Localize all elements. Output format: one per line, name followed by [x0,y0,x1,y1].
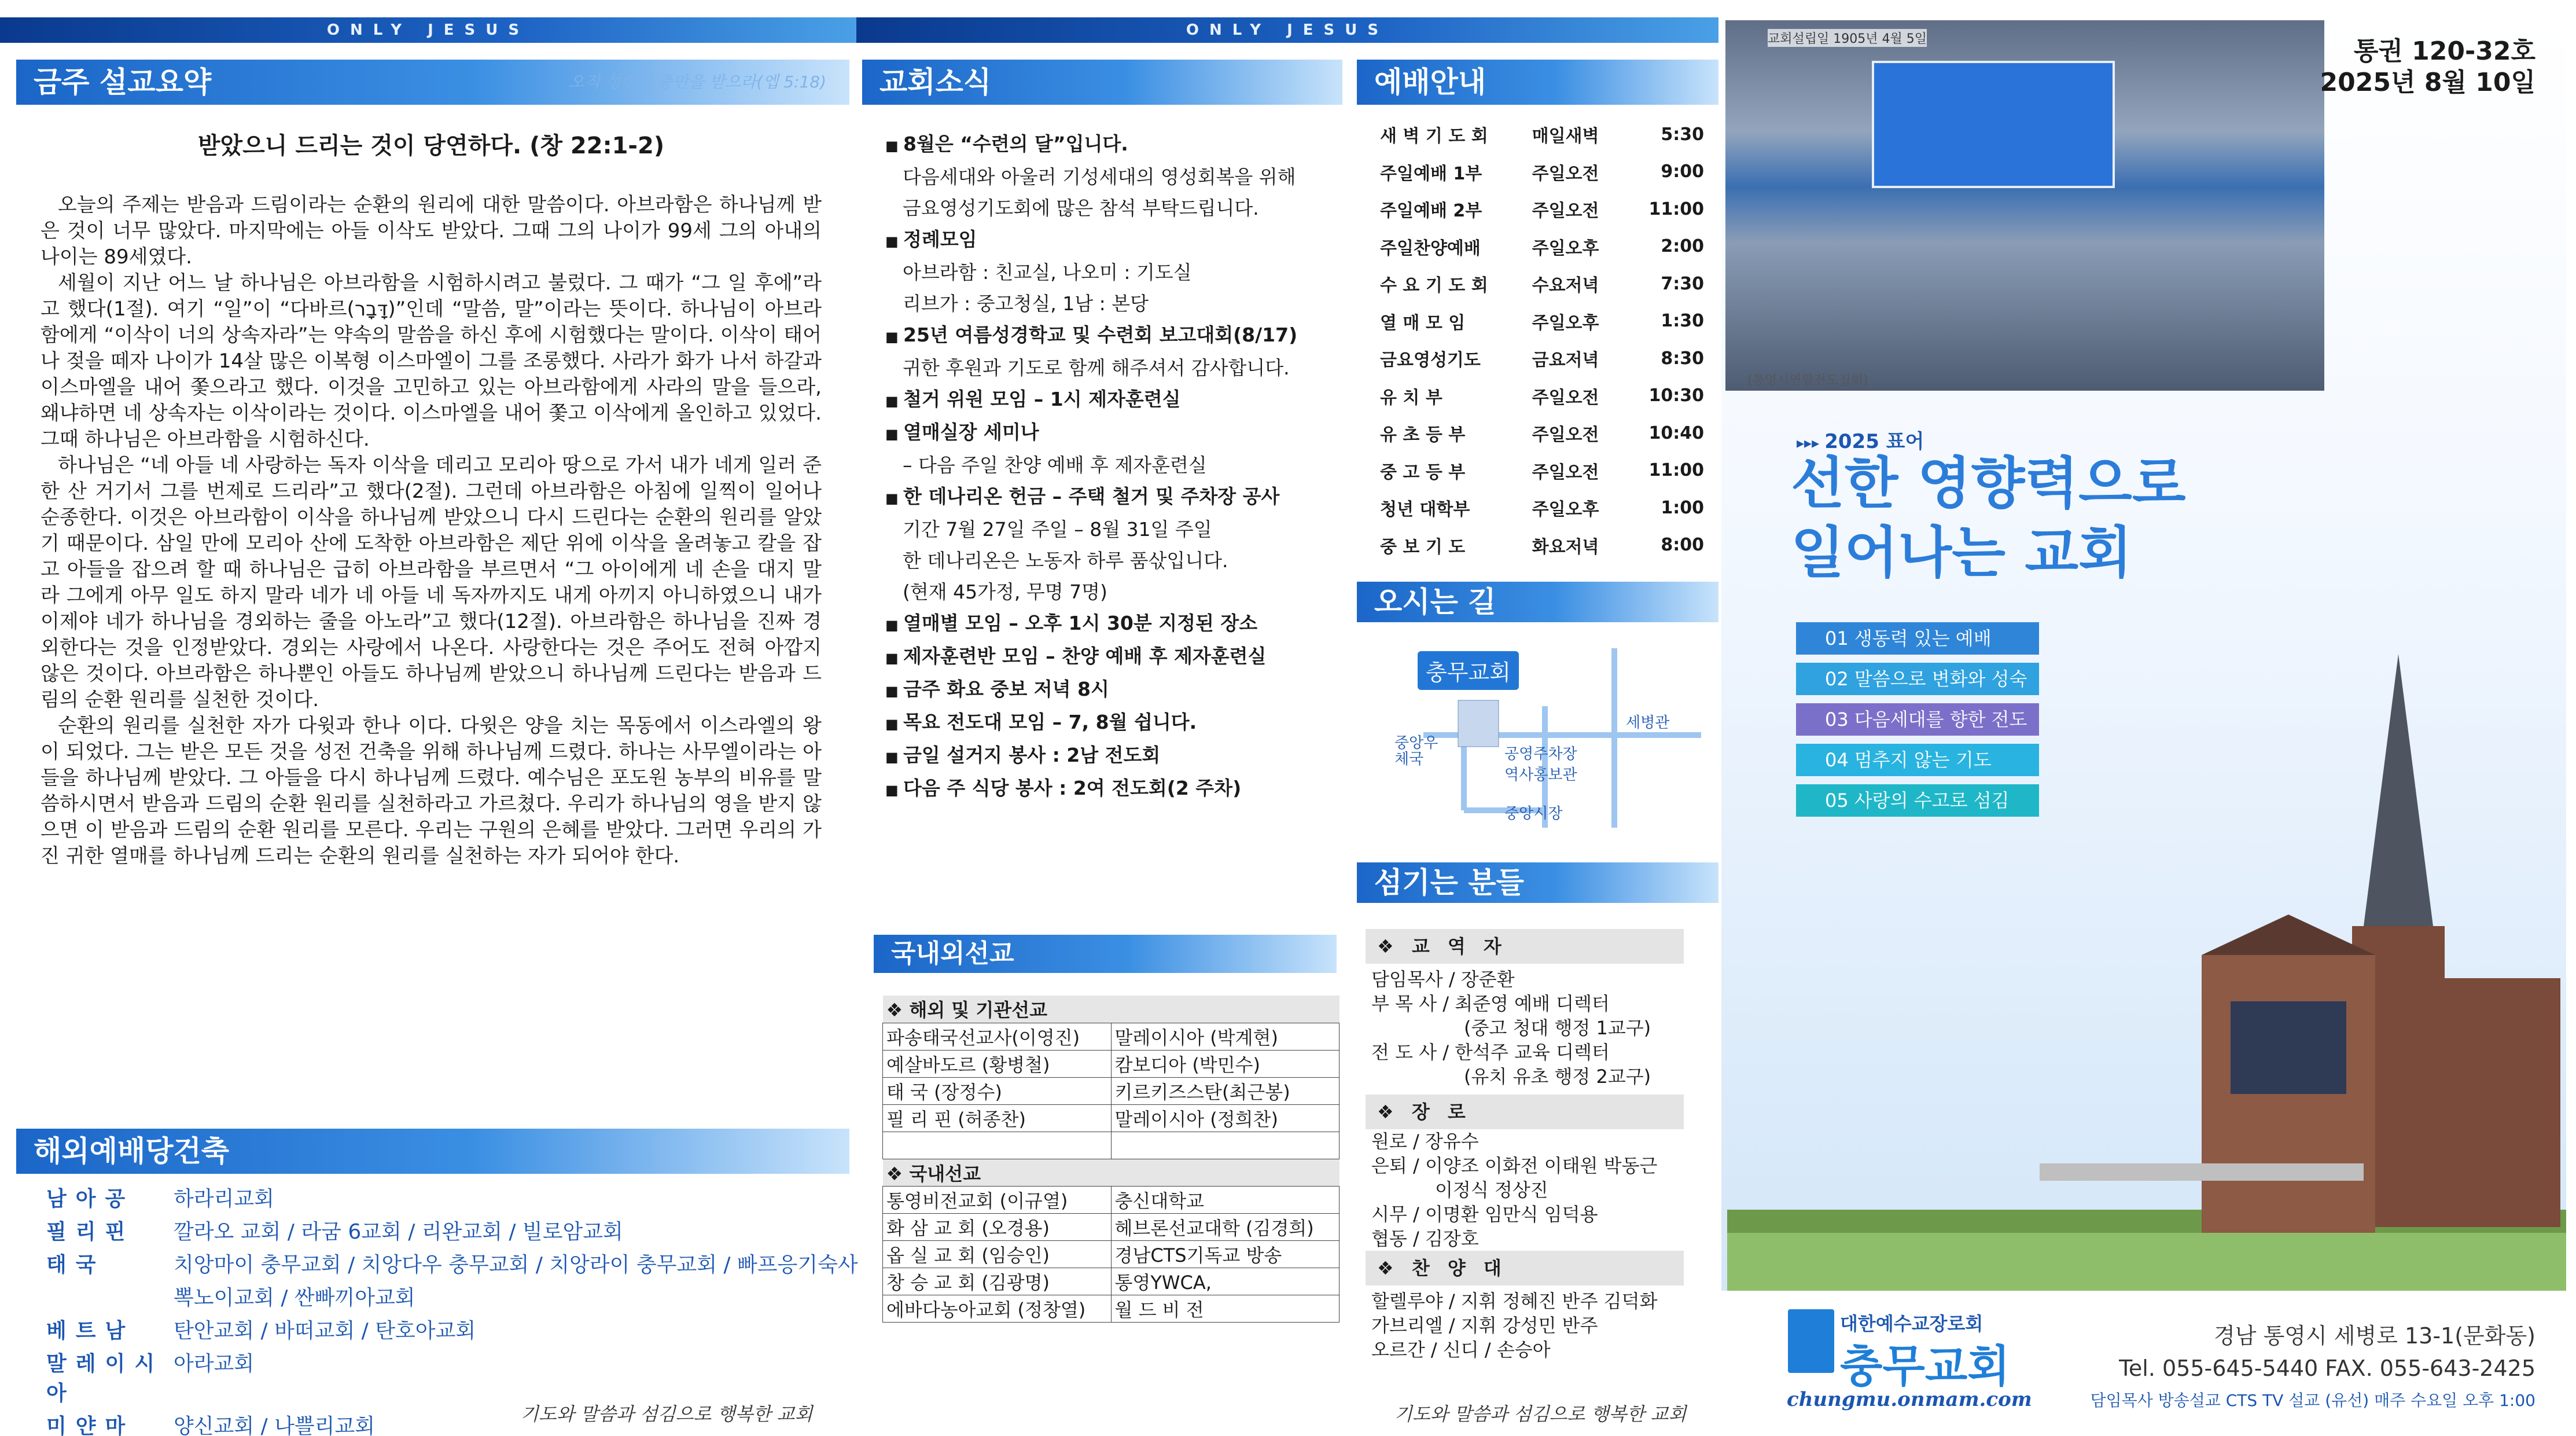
church-name: 충무교회 [1840,1340,2010,1392]
worship-cell: 주일오후 [1532,238,1599,259]
worship-cell: 청년 대학부 [1380,500,1470,520]
church-building-illustration [1727,654,2566,1291]
news-item: 귀한 후원과 기도로 함께 해주셔서 감사합니다. [903,357,1290,379]
issue-date: 2025년 8월 10일 [2320,68,2535,97]
worship-cell: 9:00 [1661,161,1704,182]
servants-list: ❖ 교 역 자 담임목사 / 장준환 부 목 사 / 최준영 예배 디렉터 (중고 청대 행정 1교구) 전 도 사 / 한석주 교육 디렉터 (유치 유초 행정 2교구) ❖ 장 로 원로 / 장유수 은퇴 / 이양조 이화전 이태원 박동근 이정식 정상진 시무 / 이명환 임만식 임덕용 협동 / 김장호 ❖ 찬 양 대 할렐루야 / 지휘 정혜진 반주 김덕화 가브리엘 / 지휘 강성민 반주 오르간 / 신디 / 손승아 [1366,929,1684,1362]
worship-cell: 주일오전 [1532,462,1599,483]
missions-section: ❖ 국내선교 [883,1159,1339,1186]
missions-row: 옵 실 교 회 (임승인) 경남CTS기독교 방송 [883,1240,1339,1268]
missions-row: 화 삼 교 회 (오경용) 헤브론선교대학 (김경희) [883,1213,1339,1240]
worship-cell: 2:00 [1661,236,1704,257]
news-item: (현재 45가정, 무명 7명) [903,581,1107,603]
sermon-paragraph: 하나님은 “네 아들 네 사랑하는 독자 이삭을 데리고 모리아 땅으로 가서 내가 네게 일러 준 한 산 거기서 그를 번제로 드리라”고 했다(2절). 그런데 아브라함은 아침에 일찍이 일어나 순종한다. 이것은 아브라함이 이삭을 하나님께 받았으니 다시 드린다는 순환의 원리를 알았기 때문이다. 삼일 만에 모리아 산에 도착한 아브라함은 제단 위에 이삭을 올려놓고 칼을 잡고 아들을 잡으려 할 때 하나님은 급히 아브라함을 부르면서 “그 아이에게 네 손을 대지 말라 그에게 아무 일도 하지 말라 네가 네 아들 네 독자까지도 내게 아끼지 아니하였으니 내가 이제야 네가 하나님을 경외하는 줄을 아노라”고 했다(12절). 아브라함은 하나님을 진짜 경외한다는 것을 인정받았다. 경외는 사랑에서 나온다. 사랑한다는 것은 주어도 전혀 아깝지 않은 것이다. 아브라함은 하나뿐인 아들도 하나님께 받았으니 하나님께 드린다는 받음과 드림의 순환 원리를 실천한 것이다. [41,454,822,711]
news-item: ■ 열매실장 세미나 [885,417,1348,450]
servants-section: ❖ 찬 양 대 [1366,1251,1684,1286]
worship-cell: 11:00 [1648,199,1704,219]
footer-motto: 기도와 말씀과 섬김으로 행복한 교회 [521,1403,813,1425]
news-item: ■ 8월은 “수련의 달”입니다. [885,128,1348,161]
missions-header: 국내외선교 [874,935,1337,973]
missions-table [882,996,1339,1323]
news-item: ■ 다음 주 식당 봉사 : 2여 전도회(2 주차) [885,773,1348,806]
address: 경남 통영시 세병로 13-1(문화동) [2214,1323,2535,1349]
worship-cell: 8:00 [1661,535,1704,556]
top-band-right: ONLY JESUS [856,17,1718,43]
worship-cell: 수 요 기 도 회 [1380,276,1488,296]
news-item: ■ 제자훈련반 모임 – 찬양 예배 후 제자훈련실 [885,641,1348,674]
established-date: 교회설립일 1905년 4월 5일 [1768,29,1927,47]
map-label: 중앙시장 [1504,805,1563,822]
sermon-body [41,127,822,869]
news-item: ■ 목요 전도대 모임 – 7, 8월 쉽니다. [885,707,1348,740]
worship-cell: 11:00 [1648,460,1704,481]
servants-header: 섬기는 분들 [1357,862,1718,903]
worship-header: 예배안내 [1357,60,1718,105]
map-label: 중앙우체국 [1394,734,1438,768]
worship-row [1380,153,1704,191]
map-label: 역사홍보관 [1504,766,1577,784]
news-header: 교회소식 [862,60,1342,105]
issue-block [2320,36,2535,98]
news-item: 리브가 : 중고청실, 1남 : 본당 [903,292,1149,315]
goal-pill: 05 사랑의 수고로 섬김 [1796,784,2039,817]
sermon-paragraph: 세월이 지난 어느 날 하나님은 아브라함을 시험하시려고 불렀다. 그 때가 “그 일 후에”라고 했다(1절). 여기 “일”이 “다바르(דָּבָר)”인데 “말씀, 말”이라는 뜻이다. 하나님이 아브라함에게 “이삭이 너의 상속자라”는 약속의 말씀을 하신 후에 시험했다는 말이다. 이삭이 태어나 젖을 떼자 나이가 14살 많은 이복형 이스마엘이 그를 조롱했다. 사라가 화가 나서 하갈과 이스마엘을 내어 쫓으라고 했다. 이것을 고민하고 있는 아브라함에게 사라의 말을 들으라, 왜냐하면 네 상속자는 이삭이라는 것이다. 이스마엘을 내어 쫓고 이삭에게 올인하고 있었다. 그때 하나님은 아브라함을 시험하신다. [41,271,822,451]
worship-cell: 중 보 기 도 [1380,537,1466,557]
missions-row: 창 승 교 회 (김광명) 통영YWCA, [883,1268,1339,1295]
worship-cell: 8:30 [1661,348,1704,369]
missions-row: 파송태국선교사(이영진) 말레이시아 (박계현) [883,1023,1339,1050]
worship-cell: 주일오후 [1532,313,1599,333]
sermon-title: 받았으니 드리는 것이 당연하다. (창 22:1-2) [197,133,665,159]
worship-row [1380,228,1704,266]
missions-section: ❖ 해외 및 기관선교 [883,996,1339,1023]
missions-row: 필 리 핀 (허종찬) 말레이시아 (정희찬) [883,1104,1339,1132]
worship-row [1380,116,1704,153]
servants-section: ❖ 교 역 자 [1366,929,1684,964]
news-item: 아브라함 : 친교실, 나오미 : 기도실 [903,261,1192,284]
worship-row [1380,190,1704,228]
goal-pill: 01 생동력 있는 예배 [1796,622,2039,655]
worship-cell: 주일오후 [1532,500,1599,520]
worship-cell: 10:30 [1648,385,1704,406]
worship-cell: 매일새벽 [1532,126,1599,147]
servants-section: ❖ 장 로 [1366,1095,1684,1129]
goal-pill: 03 다음세대를 향한 전도 [1796,703,2039,736]
worship-cell: 열 매 모 임 [1380,313,1466,333]
worship-row [1380,303,1704,340]
worship-row [1380,527,1704,564]
worship-cell: 금요영성기도 [1380,350,1481,371]
map-header: 오시는 길 [1357,582,1718,622]
map-label: 공영주차장 [1504,745,1577,763]
top-band-left: ONLY JESUS [0,17,856,43]
sermon-paragraph: 오늘의 주제는 받음과 드림이라는 순환의 원리에 대한 말씀이다. 아브라함은 하나님께 받은 것이 너무 많았다. 마지막에는 아들 이삭도 받았다. 그때 그의 나이가 99세 그의 아내의 나이는 89세였다. [41,193,822,269]
worship-cell: 화요저녁 [1532,537,1599,557]
church-logo-icon [1788,1309,1834,1373]
map-label: 세병관 [1626,714,1670,732]
goal-pill: 02 말씀으로 변화와 성숙 [1796,663,2039,695]
sermon-paragraph: 순환의 원리를 실천한 자가 다윗과 한나 이다. 다윗은 양을 치는 목동에서 이스라엘의 왕이 되었다. 그는 받은 모든 것을 성전 건축을 위해 하나님께 드렸다. 하나는 사무엘이라는 아들을 하나님께 받았다. 그 아들을 다시 하나님께 드렸다. 예수님은 포도원 농부의 비유를 말씀하시면서 받음과 드림의 순환 원리를 실천하라고 가르쳤다. 우리가 하나님의 영을 받지 않으면 이 받음과 드림의 순환 원리를 모른다. 우리는 구원의 은혜를 받았다. 그러면 우리의 가진 귀한 열매를 하나님께 드리는 순환의 원리를 실천하는 자가 되어야 한다. [41,714,822,868]
news-item: 금요영성기도회에 많은 참석 부탁드립니다. [903,197,1259,219]
news-item: ■ 금일 설거지 봉사 : 2남 전도회 [885,740,1348,773]
news-item: ■ 25년 여름성경학교 및 수련회 보고대회(8/17) [885,319,1348,352]
worship-row [1380,452,1704,490]
worship-cell: 5:30 [1661,124,1704,145]
news-item: 다음세대와 아울러 기성세대의 영성회복을 위해 [903,166,1296,188]
footer-motto: 기도와 말씀과 섬김으로 행복한 교회 [1394,1403,1687,1425]
missions-row: 태 국 (장정수) 키르키즈스탄(최근봉) [883,1077,1339,1104]
broadcast-info: 담임목사 방송설교 CTS TV 설교 (유선) 매주 수요일 오후 1:00 [2090,1391,2535,1410]
worship-cell: 주일예배 2부 [1380,201,1482,222]
news-item: 기간 7월 27일 주일 – 8월 31일 주일 [903,518,1212,541]
news-item: ■ 철거 위원 모임 – 1시 제자훈련실 [885,384,1348,417]
news-item: ■ 정례모임 [885,224,1348,257]
church-url: chungmu.onmam.com [1787,1388,2032,1411]
worship-cell: 금요저녁 [1532,350,1599,371]
news-item: 한 데나리온은 노동자 하루 품삯입니다. [903,549,1228,572]
worship-cell: 중 고 등 부 [1380,462,1466,483]
worship-cell: 수요저녁 [1532,276,1599,296]
worship-cell: 유 초 등 부 [1380,425,1466,446]
worship-row [1380,377,1704,415]
contact-block [2091,1320,2535,1417]
news-item: ■ 한 데나리온 헌금 – 주택 철거 및 주차장 공사 [885,481,1348,514]
worship-row [1380,414,1704,452]
issue-number: 통권 120-32호 [2353,36,2535,66]
sermon-header: 금주 설교요약 오직 성령의 충만을 받으라(엡 5:18) [16,60,849,105]
motto-label: ▸▸▸ 2025 표어 [1797,430,1924,453]
news-item: – 다음 주일 찬양 예배 후 제자훈련실 [903,454,1207,476]
worship-cell: 주일예배 1부 [1380,163,1482,184]
overseas-header: 해외예배당건축 [16,1129,849,1174]
news-item: ■ 금주 화요 중보 저녁 8시 [885,674,1348,707]
worship-cell: 주일오전 [1532,387,1599,408]
worship-cell: 새 벽 기 도 회 [1380,126,1488,147]
worship-cell: 10:40 [1648,423,1704,443]
worship-row [1380,340,1704,377]
worship-cell: 주일오전 [1532,163,1599,184]
missions-row: 통영비전교회 (이규열) 충신대학교 [883,1186,1339,1213]
phone-fax: Tel. 055-645-5440 FAX. 055-643-2425 [2119,1356,2535,1381]
worship-table [1380,116,1704,564]
news-list [885,128,1348,806]
news-item: ■ 열매별 모임 – 오후 1시 30분 지정된 장소 [885,608,1348,641]
photo-stage-screen [1872,61,2115,188]
worship-cell: 주일오전 [1532,425,1599,446]
overseas-table: 남아공 하라리교회 필리핀 깔라오 교회 / 라굼 6교회 / 리완교회 / 빌로암교회 태국 치앙마이 충무교회 / 치앙다우 충무교회 / 치앙라이 충무교회 / 빠프응기숙사 뽁노이교회 / 싼빠끼아교회 베트남 탄안교회 / 바떠교회 / 탄호아교회 말레이시아 아라교회 미얀마 양신교회 / 나쁠리교회 [46,1187,858,1436]
worship-cell: 1:00 [1661,497,1704,518]
motto: 선한 영향력으로 일어나는 교회 [1791,451,2186,585]
missions-row: 에바다농아교회 (정창열) 월 드 비 전 [883,1295,1339,1322]
sermon-verse: 오직 성령의 충만을 받으라(엡 5:18) [569,72,826,91]
worship-cell: 주일오전 [1532,201,1599,222]
worship-cell: 1:30 [1661,311,1704,332]
map-church-label: 충무교회 [1418,651,1519,690]
photo-caption: (통영시연합전도집회) [1747,373,1868,388]
goal-pill: 04 멈추지 않는 기도 [1796,744,2039,776]
denomination: 대한예수교장로회 [1840,1313,1983,1335]
worship-cell: 7:30 [1661,273,1704,294]
worship-cell: 주일찬양예배 [1380,238,1481,259]
worship-cell: 유 치 부 [1380,387,1442,408]
missions-row [883,1132,1339,1159]
worship-row [1380,265,1704,303]
worship-row [1380,489,1704,527]
missions-row: 예살바도르 (황병철) 캄보디아 (박민수) [883,1050,1339,1077]
